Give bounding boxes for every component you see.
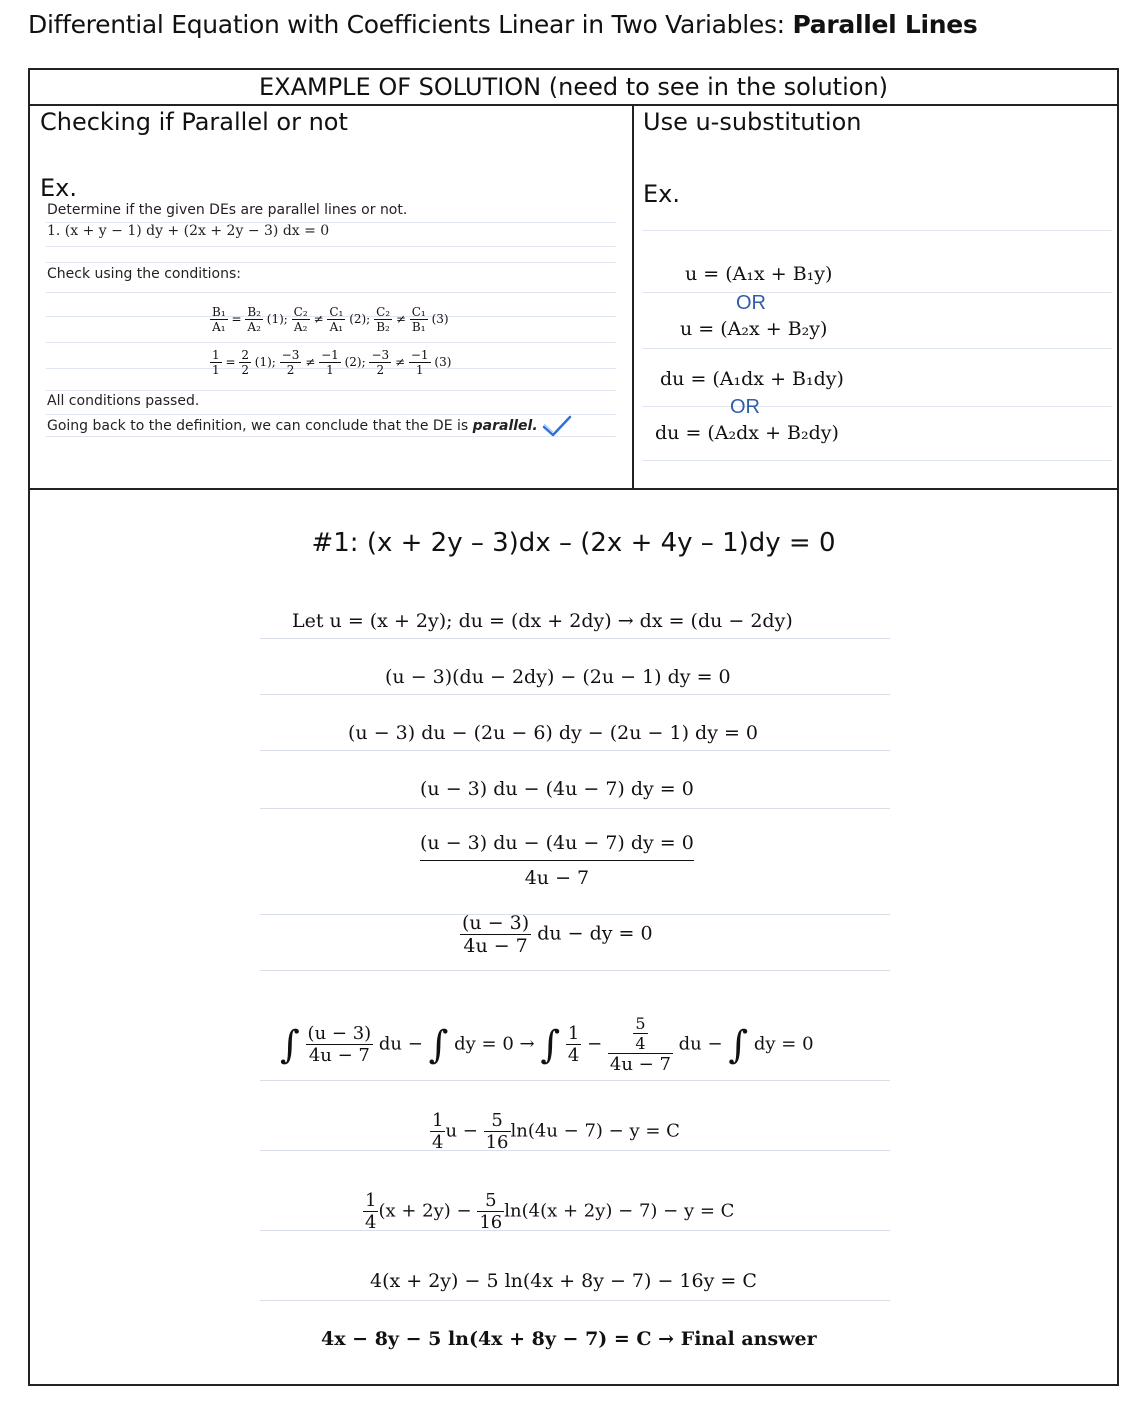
ruled-line [260, 694, 890, 695]
conditions-symbolic: $\frac{\text{B₁}}{\text{A₁}}$ = $\frac{\text{B₂}}{\text{A₂}}$ (1); $\frac{\text{C₂}}{\text{A₂}}$ ≠ $\frac{\text{C₁}}{\text{A₁}}$ (2); $\frac{\text{C₂}}{\text{B₂}}$ ≠ $\frac{\text{C₁}}{\text{B₁}}$ (3) [212, 305, 449, 334]
step-6: $\frac{(u - 3)}{4u - 7}$ du − dy = 0 [462, 912, 653, 957]
passed-text: All conditions passed. [47, 393, 200, 409]
right-ex-label: Ex. [643, 180, 680, 208]
conditions-numeric: $\frac{1}{1}$ = $\frac{2}{2}$ (1); $\frac{-3}{2}$ ≠ $\frac{-1}{1}$ (2); $\frac{-3}{2}$ ≠ $\frac{-1}{1}$ (3) [212, 348, 452, 377]
ruled-line [260, 970, 890, 971]
step-3: (u − 3) du − (2u − 6) dy − (2u − 1) dy = 0 [348, 722, 759, 744]
ruled-line [260, 808, 890, 809]
step-4: (u − 3) du − (4u − 7) dy = 0 [420, 778, 694, 800]
ruled-line [46, 246, 616, 247]
ruled-line [642, 230, 1112, 231]
u-definition-1: u = (A₁x + B₁y) [685, 263, 833, 285]
final-answer: 4x − 8y − 5 ln(4x + 8y − 7) = C → Final answer [321, 1328, 817, 1350]
ruled-line [46, 262, 616, 263]
page-title: Differential Equation with Coefficients Linear in Two Variables: Parallel Lines [28, 10, 978, 39]
ruled-line [260, 1300, 890, 1301]
step-10: 4(x + 2y) − 5 ln(4x + 8y − 7) − 16y = C [370, 1270, 757, 1292]
row-divider [30, 488, 1117, 490]
example-table [28, 68, 1119, 1386]
or-label-1: OR [736, 292, 766, 314]
ruled-line [642, 292, 1112, 293]
step-8: $\frac{1}{4}$ u − $\frac{5}{16}$ ln(4u − 7) − y = C [432, 1110, 680, 1153]
u-definition-2: u = (A₂x + B₂y) [680, 318, 828, 340]
ruled-line [260, 750, 890, 751]
checkmark-icon [542, 415, 572, 437]
ruled-line [642, 460, 1112, 461]
or-label-2: OR [730, 396, 760, 418]
check-text: Check using the conditions: [47, 266, 241, 282]
conclusion-text: Going back to the definition, we can conclude that the DE is parallel. [47, 415, 572, 437]
problem-equation: 1. (x + y − 1) dy + (2x + 2y − 3) dx = 0 [47, 223, 330, 239]
step-7: ∫ $\frac{(u - 3)}{4u - 7}$ du − ∫ dy = 0 → ∫ $\frac{1}{4}$ − $\frac{\frac{5}{4}}{4u - 7}$ du − ∫ dy = 0 [280, 1014, 814, 1075]
left-cell-heading: Checking if Parallel or not [40, 108, 348, 136]
ruled-line [46, 342, 616, 343]
ruled-line [46, 390, 616, 391]
ruled-line [260, 638, 890, 639]
step-2: (u − 3)(du − 2dy) − (2u − 1) dy = 0 [385, 666, 731, 688]
column-divider [632, 104, 634, 490]
right-cell-heading: Use u-substitution [643, 108, 862, 136]
ruled-line [642, 348, 1112, 349]
step-5: $\frac{(u - 3) du - (4u - 7) dy = 0}{4u - 7}$ [420, 832, 694, 889]
instruction-text: Determine if the given DEs are parallel lines or not. [47, 202, 408, 218]
ruled-line [260, 1080, 890, 1081]
du-definition-2: du = (A₂dx + B₂dy) [655, 422, 839, 444]
du-definition-1: du = (A₁dx + B₁dy) [660, 368, 844, 390]
step-9: $\frac{1}{4}$ (x + 2y) − $\frac{5}{16}$ ln(4(x + 2y) − 7) − y = C [365, 1190, 735, 1233]
step-1: Let u = (x + 2y); du = (dx + 2dy) → dx = (du − 2dy) [292, 610, 793, 632]
left-ex-label: Ex. [40, 174, 77, 202]
solution-problem: #1: (x + 2y – 3)dx – (2x + 4y – 1)dy = 0 [311, 528, 836, 558]
ruled-line [642, 406, 1112, 407]
ruled-line [46, 292, 616, 293]
table-header: EXAMPLE OF SOLUTION (need to see in the solution) [30, 70, 1117, 106]
